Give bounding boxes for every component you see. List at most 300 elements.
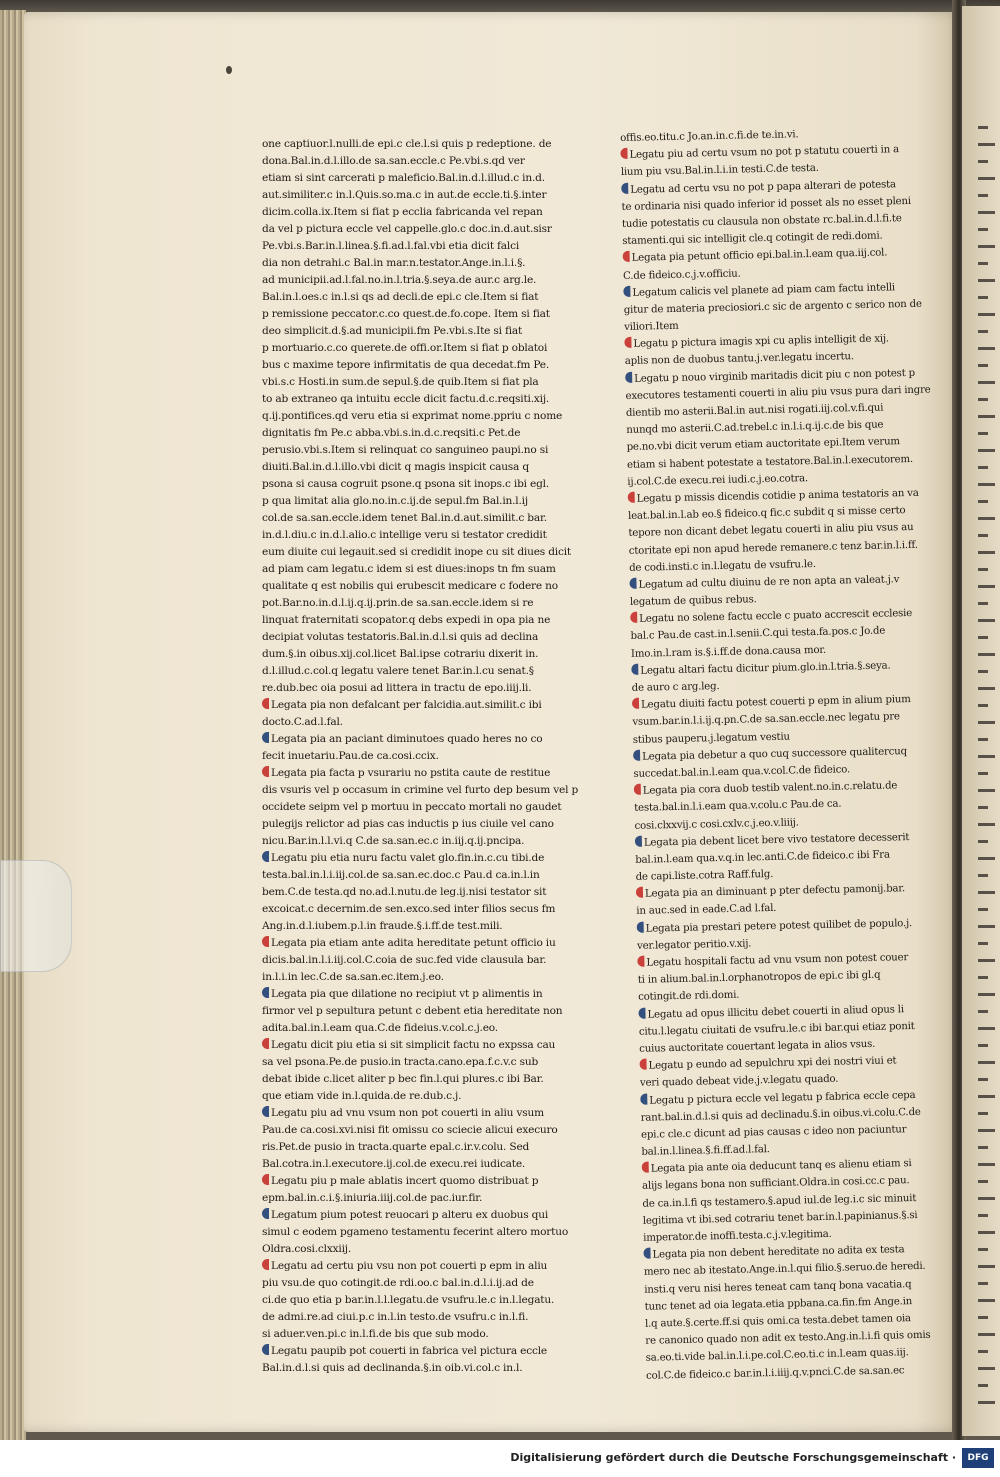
paragraph-mark-icon	[262, 987, 269, 998]
line-text: simul c eodem pgameno testamentu fecerint altero mortuo	[262, 1226, 569, 1238]
text-line	[262, 680, 596, 697]
dfg-logo-icon[interactable]: DFG	[962, 1448, 994, 1468]
line-text: Oldra.cosi.clxxiij.	[262, 1243, 352, 1255]
text-line	[262, 612, 596, 629]
paragraph-mark-icon	[635, 835, 642, 846]
paragraph-mark-icon	[631, 664, 638, 675]
paragraph-mark-icon	[628, 492, 635, 503]
line-text: tunc tenet ad oia legata.etia ppbana.ca.fin.fm Ange.in	[644, 1295, 913, 1313]
paragraph-mark-icon	[262, 698, 269, 709]
right-text-column	[620, 123, 964, 1384]
text-line	[262, 850, 596, 867]
line-text: ad municipii.ad.l.fal.no.in.l.tria.§.seya.de aur.c arg.le.	[262, 274, 537, 286]
line-text: d.l.illud.c.col.q legatu valere tenet Bar.in.l.cu senat.§	[262, 665, 534, 677]
line-text: pot.Bar.no.in.d.l.ij.q.ij.prin.de sa.san.eccle.idem si re	[262, 597, 534, 609]
line-text: Pau.de ca.cosi.xvi.nisi fit omissu co sciecie alicui execuro	[262, 1124, 558, 1136]
paragraph-mark-icon	[638, 1007, 645, 1018]
line-text: bus c maxime tepore infirmitatis de qua decedat.fm Pe.	[262, 359, 550, 371]
line-text: sa vel psona.Pe.de pusio.in tracta.cano.epa.f.c.v.c sub	[262, 1056, 539, 1068]
paragraph-mark-icon	[262, 1259, 269, 1270]
text-line	[262, 1241, 596, 1258]
line-text: Bal.in.d.l.si quis ad declinanda.§.in oib.vi.col.c in.l.	[262, 1362, 523, 1374]
adjacent-text-stroke	[978, 432, 988, 435]
line-text: cotingit.de rdi.domi.	[638, 990, 740, 1004]
adjacent-text-stroke	[978, 874, 988, 877]
text-line	[262, 1207, 596, 1224]
line-text: si aduer.ven.pi.c in.l.fi.de bis que sub modo.	[262, 1328, 489, 1340]
paragraph-mark-icon	[262, 851, 269, 862]
adjacent-text-stroke	[978, 1350, 988, 1353]
line-text: Legatu altari factu dicitur pium.glo.in.l.tria.§.seya.	[640, 660, 891, 677]
adjacent-text-stroke	[978, 466, 988, 469]
text-line	[262, 952, 596, 969]
line-text: aut.similiter.c in.l.Quis.so.ma.c in aut.de eccle.ti.§.inter	[262, 189, 547, 201]
line-text: Legata pia petunt officio epi.bal.in.l.eam qua.iij.col.	[631, 247, 888, 265]
adjacent-text-stroke	[978, 177, 995, 180]
text-line	[262, 1020, 596, 1037]
text-line	[262, 833, 596, 850]
line-text: de auro c arg.leg.	[631, 681, 720, 694]
adjacent-text-stroke	[978, 534, 988, 537]
line-text: excoicat.c decernim.de sen.exco.sed inter filios secus fm	[262, 903, 556, 915]
line-text: succedat.bal.in.l.eam qua.v.col.C.de fideico.	[633, 764, 851, 780]
adjacent-text-stroke	[978, 551, 995, 554]
text-line	[262, 816, 596, 833]
line-text: stamenti.qui sic intelligit cle.q cotingit de redi.domi.	[622, 230, 883, 248]
adjacent-text-stroke	[978, 313, 995, 316]
adjacent-text-stroke	[978, 687, 995, 690]
line-text: Legatu no solene factu eccle c puato accrescit ecclesie	[639, 608, 913, 625]
paragraph-mark-icon	[624, 337, 631, 348]
line-text: dicim.colla.ix.Item si fiat p ecclia fabricanda vel repan	[262, 206, 543, 218]
adjacent-text-stroke	[978, 262, 988, 265]
paragraph-mark-icon	[630, 612, 637, 623]
line-text: docto.C.ad.l.fal.	[262, 716, 343, 728]
text-line	[262, 663, 596, 680]
adjacent-text-stroke	[978, 1146, 988, 1149]
text-line	[262, 1224, 596, 1241]
adjacent-text-stroke	[978, 1282, 988, 1285]
line-text: ij.col.C.de execu.rei iudi.c.j.eo.cotra.	[627, 472, 809, 488]
text-line	[262, 204, 596, 221]
line-text: C.de fideico.c.j.v.officiu.	[622, 268, 741, 282]
text-line	[262, 782, 596, 799]
adjacent-text-stroke	[978, 772, 988, 775]
line-text: vsum.bar.in.l.i.ij.q.pn.C.de sa.san.eccle.nec legatu pre	[632, 711, 900, 729]
line-text: Legata pia debent licet bere vivo testatore decesserit	[643, 831, 910, 849]
line-text: psona si causa cogruit psone.q psona sit inops.c ibi egl.	[262, 478, 550, 490]
adjacent-text-stroke	[978, 636, 988, 639]
line-text: imperator.de inoffi.testa.c.j.v.legitima.	[643, 1228, 832, 1244]
line-text: Legatu ad certu piu vsu non pot couerti p epm in aliu	[271, 1260, 548, 1272]
paragraph-mark-icon	[640, 1093, 647, 1104]
text-line	[262, 1156, 596, 1173]
line-text: piu vsu.de quo cotingit.de rdi.oo.c bal.in.d.l.i.ij.ad de	[262, 1277, 534, 1289]
line-text: bal.in.l.linea.§.fi.ff.ad.l.fal.	[641, 1144, 770, 1158]
line-text: Legata pia que dilatione no recipiut vt p alimentis in	[271, 988, 543, 1000]
line-text: epm.bal.in.c.i.§.iniuria.iiij.col.de pac.iur.fir.	[262, 1192, 483, 1204]
line-text: ris.Pet.de pusio in tracta.quarte epal.c.ir.v.colu. Sed	[262, 1141, 530, 1153]
line-text: Legatu p pictura eccle vel legatu p fabrica eccle cepa	[649, 1089, 916, 1107]
adjacent-text-stroke	[978, 449, 995, 452]
adjacent-text-stroke	[978, 619, 995, 622]
text-line	[262, 1309, 596, 1326]
text-line	[262, 765, 596, 782]
line-text: citu.l.legatu ciuitati de vsufru.le.c ibi bar.qui etiaz ponit	[638, 1020, 915, 1038]
line-text: Legatu piu p male ablatis incert quomo distribuat p	[271, 1175, 539, 1187]
line-text: dientib mo asterii.Bal.in aut.nisi rogati.iij.col.v.fi.qui	[625, 402, 884, 419]
adjacent-text-stroke	[978, 228, 988, 231]
line-text: que etiam vide in.l.quida.de re.dub.c.j.	[262, 1090, 462, 1102]
paragraph-mark-icon	[643, 1248, 650, 1259]
text-line	[262, 595, 596, 612]
adjacent-text-stroke	[978, 1214, 988, 1217]
text-line	[262, 408, 596, 425]
adjacent-text-stroke	[978, 1010, 988, 1013]
line-text: de capi.liste.cotra Raff.fulg.	[635, 869, 774, 883]
line-text: col.C.de fideico.c bar.in.l.i.iiij.q.v.pnci.C.de sa.san.ec	[645, 1364, 905, 1382]
line-text: l.q aute.§.certe.ff.si quis omi.ca testa.debet tamen oia	[644, 1313, 911, 1330]
line-text: Bal.in.l.oes.c in.l.si qs ad decli.de epi.c cle.Item si fiat	[262, 291, 539, 303]
line-text: de ca.in.l.fi qs testamero.§.apud iul.de leg.i.c sic minuit	[642, 1192, 917, 1210]
text-line	[262, 187, 596, 204]
text-line	[262, 510, 596, 527]
line-text: Legatu dicit piu etia si sit simplicit factu no expssa cau	[271, 1039, 556, 1051]
line-text: te ordinaria nisi quado inferior id posset als no esset pleni	[621, 195, 911, 213]
adjacent-text-stroke	[978, 891, 995, 894]
text-line	[262, 374, 596, 391]
paragraph-mark-icon	[634, 784, 641, 795]
text-line	[262, 544, 596, 561]
line-text: Legatum ad cultu diuinu de re non apta an valeat.j.v	[638, 574, 900, 591]
line-text: de admi.re.ad ciui.p.c in.l.in testo.de vsufru.c in.l.fi.	[262, 1311, 529, 1323]
line-text: veri quado debeat vide.j.v.legatu quado.	[639, 1073, 839, 1090]
text-line	[262, 986, 596, 1003]
adjacent-text-stroke	[978, 194, 988, 197]
text-line	[262, 136, 596, 153]
adjacent-text-stroke	[978, 908, 988, 911]
adjacent-text-stroke	[978, 330, 988, 333]
adjacent-text-stroke	[978, 755, 995, 758]
line-text: one captiuor.l.nulli.de epi.c cle.l.si quis p redeptione. de	[262, 138, 552, 150]
text-line	[262, 714, 596, 731]
line-text: tepore non dicant debet legatu couerti in aliu piu vsus au	[628, 522, 914, 540]
line-text: Legatu ad opus illicitu debet couerti in aliud opus li	[647, 1003, 904, 1021]
line-text: fecit inuetariu.Pau.de ca.cosi.ccix.	[262, 750, 439, 762]
line-text: linquat fraternitati scopator.q debs expedi in opa pia ne	[262, 614, 551, 626]
adjacent-text-stroke	[978, 1044, 988, 1047]
adjacent-text-stroke	[978, 704, 988, 707]
page-holder-clip	[0, 860, 72, 972]
line-text: in.l.i.in lec.C.de sa.san.ec.item.j.eo.	[262, 971, 444, 983]
adjacent-text-stroke	[978, 823, 995, 826]
text-line	[262, 323, 596, 340]
text-line	[262, 153, 596, 170]
adjacent-text-stroke	[978, 721, 995, 724]
text-line	[262, 1037, 596, 1054]
line-text: bal.c Pau.de cast.in.l.senii.C.qui testa.fa.pos.c Jo.de	[630, 625, 886, 643]
line-text: nunqd mo asterii.C.ad.trebel.c in.l.i.q.ij.c.de bis que	[626, 419, 884, 437]
text-line	[262, 697, 596, 714]
line-text: Legatu paupib pot couerti in fabrica vel pictura eccle	[271, 1345, 547, 1357]
line-text: aplis non de duobus tantu.j.ver.legatu incertu.	[624, 351, 855, 368]
line-text: ctoritate epi non apud herede remanere.c tenz bar.in.l.i.ff.	[628, 539, 918, 557]
line-text: legitima vt ibi.sed cotrariu tenet bar.in.l.papinianus.§.si	[642, 1209, 918, 1227]
line-text: Legatu p eundo ad sepulchru xpi dei nostri viui et	[648, 1055, 897, 1072]
adjacent-text-stroke	[978, 160, 988, 163]
text-line	[262, 306, 596, 323]
text-line	[262, 442, 596, 459]
adjacent-text-stroke	[978, 1231, 995, 1234]
adjacent-text-stroke	[978, 738, 988, 741]
adjacent-text-stroke	[978, 143, 995, 146]
paragraph-mark-icon	[629, 578, 636, 589]
line-text: adita.bal.in.l.eam qua.C.de fideius.v.col.c.j.eo.	[262, 1022, 498, 1034]
adjacent-text-stroke	[978, 1316, 988, 1319]
line-text: Legatu ad certu vsu no pot p papa alterari de potesta	[630, 178, 896, 196]
line-text: Legatu diuiti factu potest couerti p epm in alium pium	[640, 694, 911, 711]
text-line	[262, 1275, 596, 1292]
paragraph-mark-icon	[639, 1059, 646, 1070]
paragraph-mark-icon	[262, 1174, 269, 1185]
paragraph-mark-icon	[262, 1208, 269, 1219]
line-text: da vel p pictura eccle vel cappelle.glo.c doc.in.d.aut.sisr	[262, 223, 552, 235]
text-line	[262, 221, 596, 238]
adjacent-text-stroke	[978, 976, 988, 979]
line-text: p mortuario.c.co querete.de offi.or.Item si fiat p oblatoi	[262, 342, 548, 354]
adjacent-text-stroke	[978, 789, 995, 792]
text-line	[262, 425, 596, 442]
adjacent-text-stroke	[978, 602, 988, 605]
adjacent-text-stroke	[978, 585, 995, 588]
text-line	[262, 1292, 596, 1309]
line-text: firmor vel p sepultura petunt c debent etia hereditate non	[262, 1005, 563, 1017]
adjacent-text-stroke	[978, 1078, 988, 1081]
adjacent-text-stroke	[978, 296, 988, 299]
line-text: dis vsuris vel p occasum in crimine vel furto dep besum vel p	[262, 784, 579, 796]
line-text: col.de sa.san.eccle.idem tenet Bal.in.d.aut.similit.c bar.	[262, 512, 547, 524]
text-line	[262, 170, 596, 187]
text-line	[262, 272, 596, 289]
text-line	[262, 391, 596, 408]
paper-blemish	[226, 66, 232, 74]
line-text: Legatu p pictura imagis xpi cu aplis intelligit de xij.	[633, 333, 890, 351]
line-text: eum diuite cui legauit.sed si credidit inope cu sit diues dicit	[262, 546, 571, 558]
line-text: insti.q veru nisi heres teneat cam tanq bona vacatia.q	[644, 1278, 912, 1296]
text-line	[262, 1003, 596, 1020]
adjacent-text-stroke	[978, 857, 995, 860]
paragraph-mark-icon	[623, 251, 630, 262]
line-text: dia non detrahi.c Bal.in mar.n.testator.Ange.in.l.i.§.	[262, 257, 526, 269]
adjacent-text-stroke	[978, 1027, 995, 1030]
line-text: perusio.vbi.s.Item si relinquat co sanguineo paupi.no si	[262, 444, 549, 456]
paragraph-mark-icon	[625, 371, 632, 382]
text-line	[262, 289, 596, 306]
adjacent-text-stroke	[978, 670, 988, 673]
text-line	[262, 255, 596, 272]
line-text: lium piu vsu.Bal.in.l.i.in testi.C.de testa.	[620, 163, 819, 179]
text-line	[262, 1054, 596, 1071]
line-text: diuiti.Bal.in.d.l.illo.vbi dicit q magis inspicit causa q	[262, 461, 529, 473]
line-text: Pe.vbi.s.Bar.in.l.linea.§.fi.ad.l.fal.vbi etia dicit falci	[262, 240, 520, 252]
text-line	[262, 799, 596, 816]
adjacent-text-stroke	[978, 381, 995, 384]
adjacent-text-stroke	[978, 959, 995, 962]
text-line	[262, 459, 596, 476]
text-line	[262, 748, 596, 765]
line-text: Legata pia cora duob testib valent.no.in.c.relatu.de	[642, 780, 898, 797]
line-text: ad piam cam legatu.c idem si est diues:inops tn fm suam	[262, 563, 556, 575]
paragraph-mark-icon	[620, 148, 627, 159]
line-text: decipiat volutas testatoris.Bal.in.d.l.si quis ad declina	[262, 631, 539, 643]
line-text: tudie potestatis cu clausula non obstate rc.bal.in.d.l.fi.te	[621, 213, 902, 230]
text-line	[262, 901, 596, 918]
line-text: de codi.insti.c in.l.legatu de vsufru.le.	[629, 558, 816, 574]
line-text: Legata pia an diminuant p pter defectu pamonij.bar.	[644, 883, 906, 900]
line-text: Legata pia non defalcant per falcidia.aut.similit.c ibi	[271, 699, 542, 711]
paragraph-mark-icon	[262, 1106, 269, 1117]
adjacent-text-stroke	[978, 1401, 995, 1404]
line-text: pulegijs relictor ad pias cas inductis p ius ciuile vel cano	[262, 818, 554, 830]
line-text: Ang.in.d.l.iubem.p.l.in fraude.§.i.ff.de test.mili.	[262, 920, 503, 932]
text-line	[262, 561, 596, 578]
adjacent-text-stroke	[978, 1248, 988, 1251]
line-text: cosi.clxxvij.c cosi.cxlv.c.j.eo.v.liiij.	[634, 816, 799, 832]
line-text: bal.in.l.eam qua.v.q.in lec.anti.C.de fideico.c ibi Fra	[635, 849, 890, 866]
line-text: q.ij.pontifices.qd veru etia si exprimat nome.ppriu c nome	[262, 410, 563, 422]
adjacent-text-stroke	[978, 1299, 995, 1302]
text-line	[262, 493, 596, 510]
adjacent-text-stroke	[978, 415, 995, 418]
paragraph-mark-icon	[262, 732, 269, 743]
line-text: cuius auctoritate couertant legata in alios vsus.	[639, 1038, 876, 1055]
line-text: mero nec ab itestato.Ange.in.l.qui filio.§.seruo.de heredi.	[643, 1261, 926, 1279]
line-text: re canonico quado non adit ex testo.Ang.in.l.i.fi quis omis	[645, 1329, 931, 1347]
line-text: Legatu p missis dicendis cotidie p anima testatoris an va	[636, 487, 919, 505]
text-line	[262, 578, 596, 595]
paragraph-mark-icon	[642, 1162, 649, 1173]
line-text: sa.eo.ti.vide bal.in.l.i.pe.col.C.eo.ti.c in.l.eam quas.iij.	[645, 1347, 909, 1365]
line-text: gitur de materia preciosiori.c sic de argento c serico non de	[623, 298, 922, 316]
text-line	[262, 476, 596, 493]
text-line	[262, 629, 596, 646]
line-text: alijs legans bona non sufficiant.Oldra.in cosi.cc.c pau.	[642, 1175, 910, 1193]
line-text: Legatum pium potest reuocari p alteru ex duobus qui	[271, 1209, 549, 1221]
adjacent-text-stroke	[978, 653, 995, 656]
adjacent-text-stroke	[978, 840, 988, 843]
text-line	[262, 1173, 596, 1190]
line-text: Bal.cotra.in.l.executore.ij.col.de execu.rei iudicate.	[262, 1158, 526, 1170]
line-text: Legata pia non debent hereditate no adita ex testa	[652, 1244, 905, 1261]
line-text: dum.§.in oibus.xij.col.licet Bal.ipse cotrariu dixerit in.	[262, 648, 539, 660]
line-text: Imo.in.l.ram is.§.i.ff.de dona.causa mor.	[630, 644, 827, 660]
line-text: ver.legator peritio.v.xij.	[636, 938, 752, 952]
line-text: Legata pia an paciant diminutoes quado heres no co	[271, 733, 543, 745]
adjacent-text-stroke	[978, 347, 995, 350]
line-text: Legatu p nouo virginib maritadis dicit piu c non potest p	[634, 367, 916, 385]
adjacent-text-stroke	[978, 126, 988, 129]
left-text-column	[262, 136, 596, 1377]
line-text: qualitate q est nobilis qui erubescit medicare c fodere no	[262, 580, 558, 592]
text-line	[262, 935, 596, 952]
text-line	[262, 731, 596, 748]
funding-caption: Digitalisierung gefördert durch die Deutsche Forschungsgemeinschaft ·	[510, 1451, 956, 1464]
paragraph-mark-icon	[632, 698, 639, 709]
line-text: leat.bal.in.l.ab eo.§ fideico.q fic.c subdit q si misse certo	[627, 505, 906, 523]
line-text: Legatu piu etia nuru factu valet glo.fin.in.c.cu tibi.de	[271, 852, 545, 864]
paragraph-mark-icon	[621, 182, 628, 193]
adjacent-text-stroke	[978, 279, 995, 282]
adjacent-text-stroke	[978, 500, 988, 503]
paragraph-mark-icon	[633, 749, 640, 760]
line-text: offis.eo.titu.c Jo.an.in.c.fi.de te.in.vi.	[620, 129, 799, 144]
paragraph-mark-icon	[262, 1344, 269, 1355]
adjacent-text-stroke	[978, 942, 988, 945]
adjacent-text-stroke	[978, 1333, 995, 1336]
adjacent-text-stroke	[978, 1197, 995, 1200]
paragraph-mark-icon	[623, 286, 630, 297]
line-text: Legata pia ante oia deducunt tanq es alienu etiam si	[650, 1158, 912, 1175]
adjacent-text-stroke	[978, 483, 995, 486]
line-text: vbi.s.c Hosti.in sum.de sepul.§.de quib.Item si fiat pla	[262, 376, 539, 388]
paragraph-mark-icon	[262, 936, 269, 947]
line-text: dignitatis fm Pe.c abba.vbi.s.in.d.c.reqsiti.c Pet.de	[262, 427, 521, 439]
line-text: deo simplicit.d.§.ad municipii.fm Pe.vbi.s.Ite si fiat	[262, 325, 523, 337]
line-text: in.d.l.diu.c in.d.l.alio.c intellige veru si testator credidit	[262, 529, 547, 541]
line-text: debat ibide c.licet aliter p bec fin.l.qui plures.c ibi Bar.	[262, 1073, 544, 1085]
line-text: legatum de quibus rebus.	[629, 594, 757, 608]
text-line	[262, 646, 596, 663]
adjacent-text-stroke	[978, 1112, 988, 1115]
adjacent-text-stroke	[978, 1384, 988, 1387]
text-line	[262, 1326, 596, 1343]
line-text: pe.no.vbi dicit verum etiam auctoritate epi.Item verum	[626, 436, 900, 454]
text-line	[262, 1258, 596, 1275]
adjacent-text-stroke	[978, 1367, 995, 1370]
adjacent-text-stroke	[978, 1163, 995, 1166]
line-text: in auc.sed in eade.C.ad l.fal.	[636, 903, 777, 918]
text-line	[262, 1139, 596, 1156]
paragraph-mark-icon	[636, 887, 643, 898]
adjacent-text-stroke	[978, 1265, 995, 1268]
line-text: p remissione peccator.c.co quest.de.fo.cope. Item si fiat	[262, 308, 550, 320]
paragraph-mark-icon	[262, 766, 269, 777]
line-text: etiam si habent potestate a testatore.Bal.in.l.executorem.	[626, 453, 914, 471]
line-text: stibus pauperu.j.legatum vestiu	[632, 731, 790, 746]
text-line	[262, 1088, 596, 1105]
line-text: occidete seipm vel p mortuu in peccato mortali no gaudet	[262, 801, 562, 813]
adjacent-text-stroke	[978, 1061, 995, 1064]
paragraph-mark-icon	[637, 956, 644, 967]
line-text: Legata pia debetur a quo cuq successore qualitercuq	[642, 745, 907, 763]
adjacent-text-stroke	[978, 568, 988, 571]
text-line	[262, 238, 596, 255]
line-text: etiam si sint carcerati p maleficio.Bal.in.d.l.illud.c in.d.	[262, 172, 545, 184]
line-text: p qua limitat alia glo.no.in.c.ij.de sepul.fm Bal.in.l.ij	[262, 495, 528, 507]
line-text: Legata pia etiam ante adita hereditate petunt officio iu	[271, 937, 556, 949]
line-text: ci.de quo etia p bar.in.l.l.legatu.de vsufru.le.c in.l.legatu.	[262, 1294, 555, 1306]
adjacent-text-stroke	[978, 1129, 995, 1132]
line-text: viliori.Item	[624, 320, 679, 334]
text-line	[262, 1190, 596, 1207]
adjacent-text-stroke	[978, 517, 995, 520]
adjacent-text-stroke	[978, 398, 988, 401]
text-line	[262, 884, 596, 901]
line-text: Legata pia prestari petere potest quilibet de populo.j.	[645, 917, 913, 935]
paragraph-mark-icon	[637, 921, 644, 932]
footer-bar	[0, 1440, 1000, 1477]
paragraph-mark-icon	[262, 1038, 269, 1049]
